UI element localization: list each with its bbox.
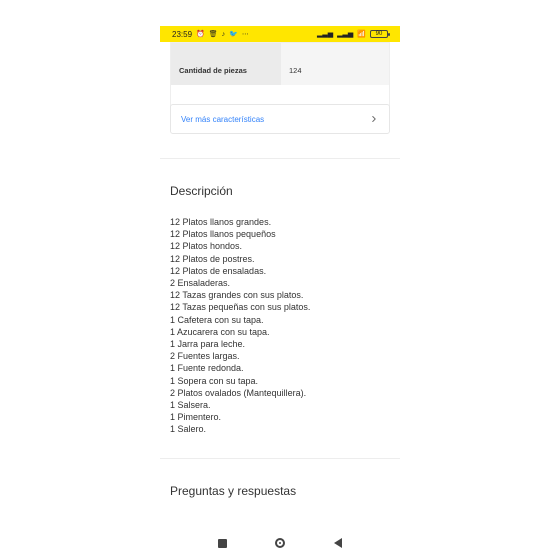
description-line: 1 Jarra para leche. (170, 339, 246, 350)
description-line: 12 Tazas grandes con sus platos. (170, 290, 304, 301)
more-icon: ⋯ (241, 30, 249, 38)
description-list (170, 216, 390, 436)
wifi-icon: 📶 (357, 30, 366, 38)
see-more-label: Ver más características (181, 114, 265, 124)
spec-row (171, 43, 389, 55)
spec-value (281, 43, 389, 55)
back-triangle-icon[interactable] (331, 536, 345, 550)
phone-screen (160, 26, 400, 560)
description-line: 12 Platos llanos grandes. (170, 217, 272, 227)
signal-icon: ▂▃▅ (337, 30, 354, 38)
spec-label: Cantidad de piezas (171, 55, 281, 85)
description-line: 1 Fuente redonda. (170, 363, 244, 374)
description-line: 12 Platos de postres. (170, 253, 255, 264)
description-title: Descripción (170, 184, 233, 198)
status-time: 23:59 (172, 29, 193, 39)
section-divider (160, 158, 400, 159)
tiktok-icon: ♪ (221, 30, 226, 38)
description-line: 12 Tazas pequeñas con sus platos. (170, 302, 311, 313)
description-line: 2 Ensaladeras. (170, 278, 231, 289)
spec-value: 124 (281, 55, 389, 85)
description-line: 1 Pimentero. (170, 412, 222, 423)
status-left (172, 30, 249, 39)
see-more-features-button[interactable] (170, 104, 390, 134)
spec-label (171, 43, 281, 55)
spec-row-pieces (171, 55, 389, 85)
status-bar (160, 26, 400, 42)
specs-table (170, 42, 390, 112)
square-icon[interactable] (215, 536, 229, 550)
chevron-right-icon (369, 114, 379, 124)
description-line: 12 Platos llanos pequeños (170, 229, 276, 240)
qa-title: Preguntas y respuestas (170, 484, 297, 498)
description-line: 12 Platos de ensaladas. (170, 265, 267, 276)
description-line: 2 Fuentes largas. (170, 351, 240, 362)
circle-icon[interactable] (273, 536, 287, 550)
signal-icon: ▂▃▅ (316, 30, 334, 38)
battery-level: 90 (375, 31, 383, 37)
description-line: 1 Salero. (170, 424, 207, 435)
twitter-icon: 🐦 (229, 30, 238, 38)
alarm-icon: ⏰ (196, 30, 205, 38)
description-line: 1 Sopera con su tapa. (170, 375, 259, 386)
description-line: 1 Azucarera con su tapa. (170, 326, 270, 337)
description-line: 1 Salsera. (170, 400, 211, 411)
status-right (317, 30, 388, 38)
delete-icon: 🗑 (208, 30, 218, 38)
description-line: 1 Cafetera con su tapa. (170, 314, 264, 325)
description-line: 2 Platos ovalados (Mantequillera). (170, 387, 307, 398)
description-line: 12 Platos hondos. (170, 241, 243, 252)
battery-icon (370, 30, 388, 38)
section-divider (160, 458, 400, 459)
system-navbar (160, 526, 400, 560)
